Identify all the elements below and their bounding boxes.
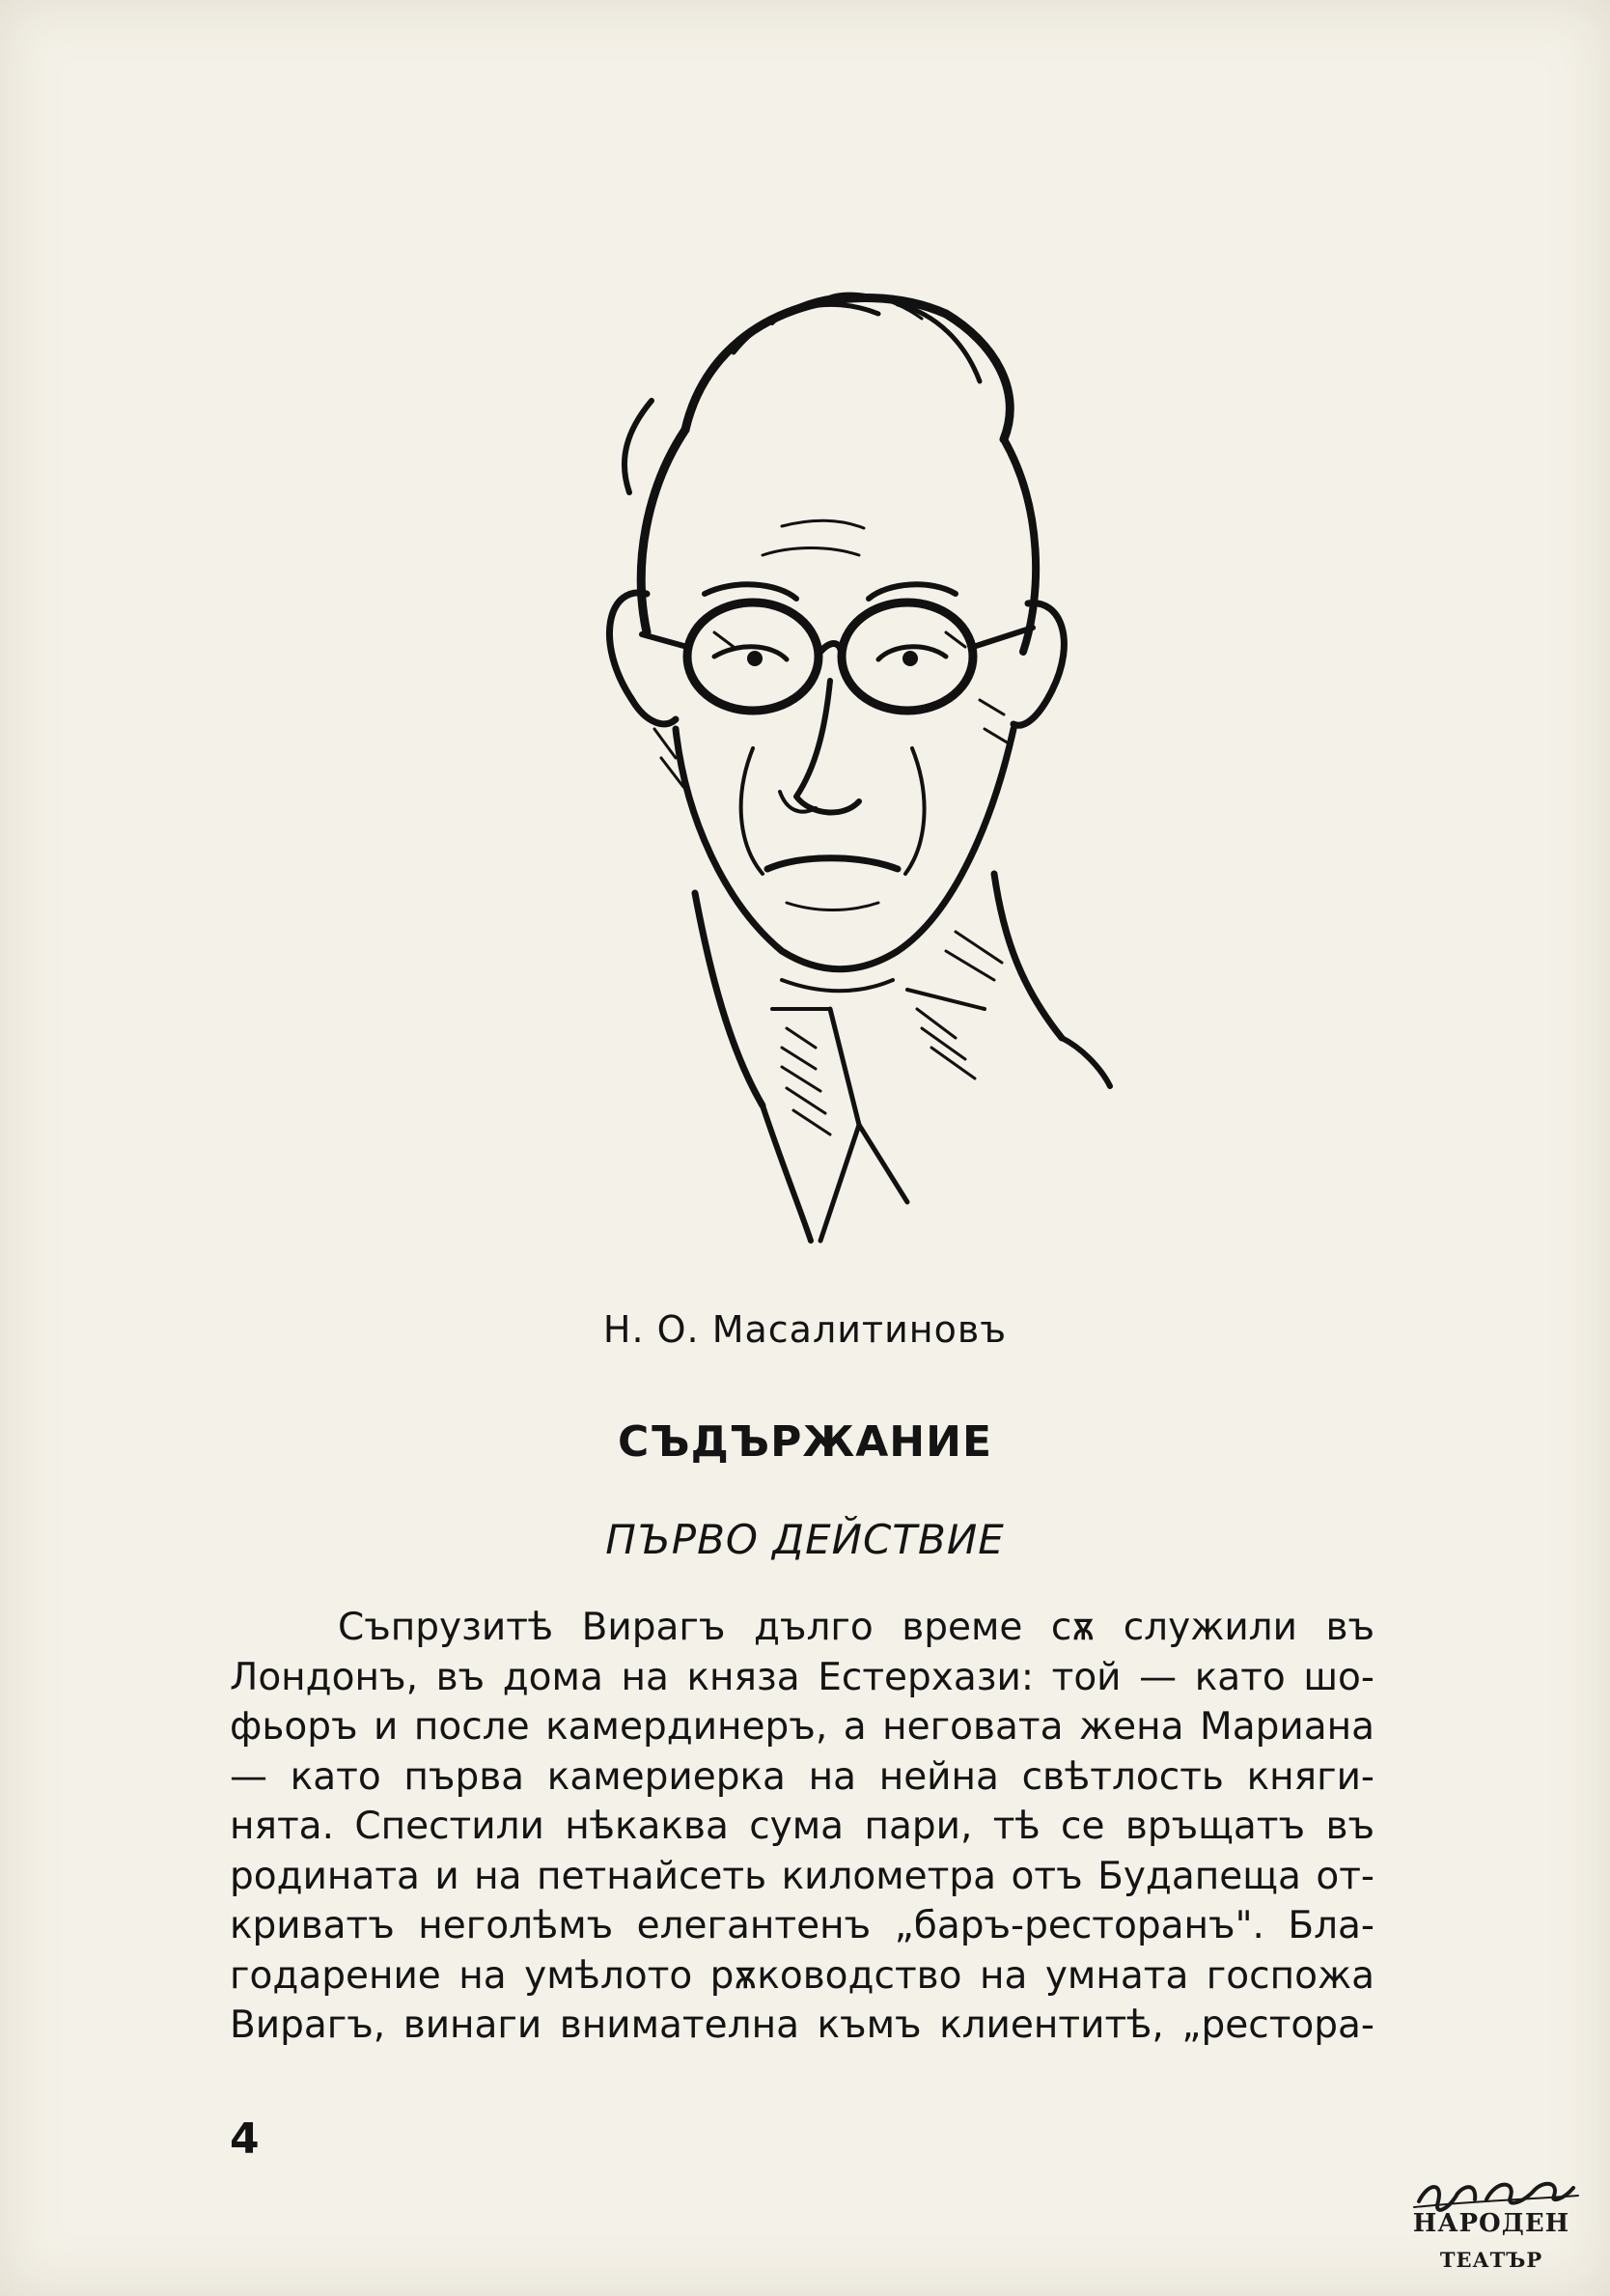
text-line: Лондонъ, въ дома на князa Естерхази: той — като шо-	[230, 1655, 1374, 1699]
text-line: годарение на умѣлото рѫководство на умната госпожа	[230, 1953, 1374, 1998]
text-line: криватъ неголѣмъ елегантенъ „баръ-ресторанъ". Бла-	[230, 1904, 1374, 1947]
portrait-caption: Н. О. Масалитиновъ	[602, 1308, 1008, 1351]
text-line: нята. Спестили нѣкаква сума пари, тѣ се връщатъ въ	[230, 1805, 1374, 1848]
text-line: родината и на петнайсеть километра отъ Будапеща от-	[230, 1854, 1374, 1898]
portrait-drawing	[541, 275, 1120, 1250]
page-number: 4	[230, 2114, 260, 2164]
text-line: фьоръ и после камердинеръ, а неговата жена Мариана	[230, 1705, 1374, 1749]
synopsis-paragraph	[230, 1603, 1374, 2051]
act-heading: ПЪРВО ДЕЙСТВИЕ	[605, 1516, 1005, 1563]
text-line: — като първа камериерка на нейна свѣтлость княги-	[230, 1754, 1374, 1799]
national-theatre-stamp	[1390, 2172, 1593, 2283]
text-line: Съпрузитѣ Вирагъ дълго време сѫ служили въ	[338, 1606, 1374, 1649]
stamp-line-1: НАРОДЕН	[1412, 2209, 1570, 2238]
section-heading: СЪДЪРЖАНИЕ	[617, 1417, 993, 1467]
text-line: Вирагъ, винаги внимателна къмъ клиентитѣ, „рестора-	[230, 2003, 1374, 2047]
stamp-line-2: ТЕАТЪР	[1439, 2248, 1543, 2272]
portrait-sketch	[541, 275, 1120, 1250]
